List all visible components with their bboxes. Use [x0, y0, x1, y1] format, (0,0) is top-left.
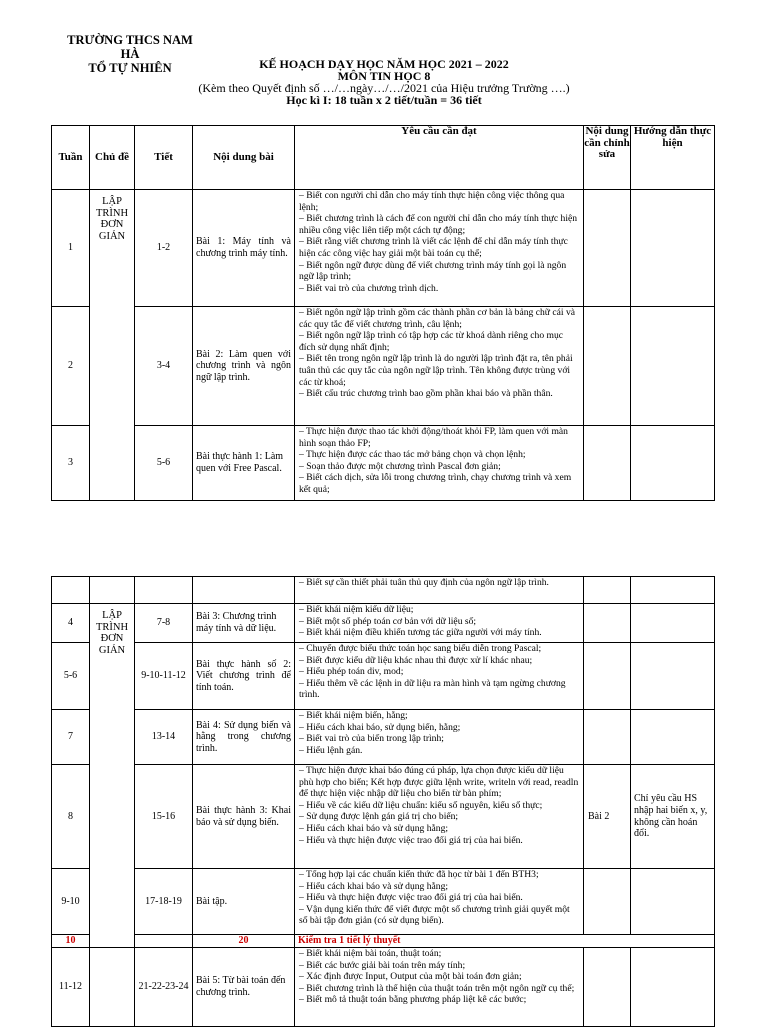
- lesson-cell: Bài tập.: [193, 869, 295, 935]
- table-row: [52, 307, 715, 426]
- col-week: Tuần: [52, 126, 90, 190]
- requirement-item: – Hiểu và thực hiện được việc trao đổi giá trị của hai biến.: [299, 834, 523, 846]
- requirement-item: – Chuyển được biểu thức toán học sang biểu diễn trong Pascal;: [299, 643, 542, 654]
- requirement-item: – Biết một số phép toán cơ bản với dữ liệu số;: [299, 615, 477, 627]
- requirement-item: – Hiểu và thực hiện được việc trao đổi giá trị của hai biến.: [299, 892, 523, 904]
- guide-cell: [631, 948, 715, 1027]
- adjust-cell: [584, 190, 631, 307]
- col-requirement: Yêu cầu cần đạt: [295, 126, 584, 190]
- lesson-cell: Bài 5: Từ bài toán đến chương trình.: [193, 948, 295, 1027]
- requirement-item: – Hiểu cách khai báo, sử dụng biến, hằng;: [299, 721, 461, 733]
- adjust-cell: [584, 577, 631, 604]
- table-row: [52, 643, 715, 710]
- lesson-cell: Bài 2: Làm quen với chương trình và ngôn ngữ lập trình.: [193, 307, 295, 426]
- requirement-item: – Thực hiện được khai báo đúng cú pháp, lựa chọn được kiểu dữ liệu phù hợp cho biến; Kết hợp được giữa lệnh write, writeln với read, readln để thực hiện việc nhập dữ liệu cho biến từ bàn phím;: [299, 765, 579, 800]
- requirement-item: – Biết chương trình là cách để con người chỉ dẫn cho máy tính thực hiện nhiều công việc liên tiếp một cách tự động;: [299, 213, 578, 236]
- period-cell: [135, 577, 193, 604]
- week-cell: 9-10: [52, 869, 90, 935]
- requirement-cell: [295, 426, 584, 501]
- guide-cell: Chỉ yêu cầu HS nhập hai biến x, y, không cần hoán đổi.: [631, 765, 715, 869]
- table-row: [52, 765, 715, 869]
- requirement-cell: [295, 190, 584, 307]
- adjust-cell: [584, 643, 631, 710]
- week-cell: [52, 577, 90, 604]
- lesson-cell: Bài 4: Sử dụng biến và hằng trong chương trình.: [193, 710, 295, 765]
- requirement-item: – Biết cách dịch, sửa lỗi trong chương trình, chạy chương trình và xem kết quả;: [299, 472, 572, 495]
- adjust-cell: [584, 710, 631, 765]
- requirement-item: – Biết tên trong ngôn ngữ lập trình là do người lập trình đặt ra, tên phải tuân thủ các quy tắc của ngôn ngữ lập trình. Tên không được trùng với các từ khoá;: [299, 353, 573, 388]
- requirement-cell: [295, 948, 584, 1027]
- requirement-item: – Biết được kiểu dữ liệu khác nhau thì được xử lí khác nhau;: [299, 654, 533, 666]
- guide-cell: [631, 604, 715, 643]
- requirement-cell: [295, 710, 584, 765]
- requirement-item: – Biết khái niệm bài toán, thuật toán;: [299, 948, 442, 959]
- week-cell: 7: [52, 710, 90, 765]
- table-row: [52, 426, 715, 501]
- table-row: [52, 869, 715, 935]
- requirement-item: – Biết khái niệm điều khiển tương tác giữa người với máy tính.: [299, 627, 542, 639]
- requirement-item: – Biết ngôn ngữ lập trình gồm các thành phần cơ bản là bảng chữ cái và các quy tắc để viết chương trình, câu lệnh;: [299, 307, 576, 330]
- topic-cell: [90, 948, 135, 1027]
- guide-cell: [631, 426, 715, 501]
- requirement-item: – Hiểu lệnh gán.: [299, 744, 363, 756]
- requirement-item: – Vận dụng kiến thức để viết được một số chương trình giải quyết một số bài tập đơn giản (có sử dụng biến).: [299, 903, 570, 927]
- requirement-item: – Biết khái niệm biến, hằng;: [299, 710, 408, 721]
- requirement-item: – Biết vai trò của chương trình dịch.: [299, 282, 439, 294]
- requirement-item: – Biết ngôn ngữ được dùng để viết chương trình máy tính gọi là ngôn ngữ lập trình;: [299, 259, 567, 283]
- period-cell: 15-16: [135, 765, 193, 869]
- table-row: [52, 710, 715, 765]
- test-row: [52, 935, 715, 948]
- lesson-cell: Bài 3: Chương trình máy tính và dữ liệu.: [193, 604, 295, 643]
- topic-cell: [90, 577, 135, 604]
- requirement-cell: [295, 643, 584, 710]
- guide-cell: [631, 869, 715, 935]
- table-row: [52, 604, 715, 643]
- table-row: [52, 190, 715, 307]
- requirement-item: – Hiểu về các kiểu dữ liệu chuẩn: kiểu số nguyên, kiểu số thực;: [299, 799, 543, 811]
- week-cell: 10: [52, 935, 90, 948]
- requirement-cell: [295, 765, 584, 869]
- lesson-cell: Bài 1: Máy tính và chương trình máy tính.: [193, 190, 295, 307]
- guide-cell: [631, 577, 715, 604]
- requirement-item: – Hiểu thêm về các lệnh in dữ liệu ra màn hình và tạm ngừng chương trình.: [299, 677, 566, 701]
- title-block: [0, 58, 768, 106]
- requirement-item: – Xác định được Input, Output của một bài toán đơn giản;: [299, 971, 522, 983]
- period-cell: 21-22-23-24: [135, 948, 193, 1027]
- requirement-item: – Biết mô tả thuật toán bằng phương pháp liệt kê các bước;: [299, 994, 527, 1006]
- requirement-item: – Tổng hợp lại các chuẩn kiến thức đã học từ bài 1 đến BTH3;: [299, 869, 539, 880]
- col-period: Tiết: [135, 126, 193, 190]
- topic-cell: LẬP TRÌNH ĐƠN GIẢN: [90, 604, 135, 948]
- table-row: [52, 948, 715, 1027]
- requirement-item: – Sử dụng được lệnh gán giá trị cho biến;: [299, 811, 459, 823]
- plan-title: KẾ HOẠCH DẠY HỌC NĂM HỌC 2021 – 2022: [259, 57, 509, 71]
- col-topic: Chủ đề: [90, 126, 135, 190]
- requirement-item: – Biết cấu trúc chương trình bao gồm phần khai báo và phần thân.: [299, 388, 553, 400]
- adjust-cell: [584, 604, 631, 643]
- period-cell: 9-10-11-12: [135, 643, 193, 710]
- adjust-cell: [584, 948, 631, 1027]
- topic-cell: LẬP TRÌNH ĐƠN GIẢN: [90, 190, 135, 501]
- week-cell: 5-6: [52, 643, 90, 710]
- table-row: [52, 577, 715, 604]
- requirement-item: – Biết chương trình là thể hiện của thuật toán trên một ngôn ngữ cụ thể;: [299, 982, 575, 994]
- period-cell: 17-18-19: [135, 869, 193, 935]
- period-cell: 7-8: [135, 604, 193, 643]
- adjust-cell: Bài 2: [584, 765, 631, 869]
- topic-cell: [135, 935, 193, 948]
- requirement-item: – Biết sự cần thiết phải tuân thủ quy định của ngôn ngữ lập trình.: [299, 577, 549, 588]
- requirement-item: – Hiểu phép toán div, mod;: [299, 666, 404, 678]
- requirement-item: – Soạn thảo được một chương trình Pascal đơn giản;: [299, 460, 501, 472]
- week-cell: 8: [52, 765, 90, 869]
- requirement-item: – Thực hiện được thao tác khởi động/thoát khỏi FP, làm quen với màn hình soạn thảo FP;: [299, 426, 568, 449]
- week-cell: 1: [52, 190, 90, 307]
- test-label: Kiểm tra 1 tiết lý thuyết: [295, 935, 715, 948]
- lesson-cell: Bài thực hành 3: Khai báo và sử dụng biến.: [193, 765, 295, 869]
- week-cell: 3: [52, 426, 90, 501]
- plan-table-page2: [51, 576, 715, 1027]
- adjust-cell: [584, 307, 631, 426]
- requirement-item: – Biết các bước giải bài toán trên máy tính;: [299, 959, 466, 971]
- lesson-cell: Bài thực hành 1: Làm quen với Free Pascal.: [193, 426, 295, 501]
- period-cell: 13-14: [135, 710, 193, 765]
- decision-note: (Kèm theo Quyết định số …/…ngày…/…/2021 của Hiệu trưởng Trường ….): [198, 81, 570, 95]
- lesson-cell: [193, 577, 295, 604]
- requirement-item: – Biết khái niệm kiểu dữ liệu;: [299, 604, 414, 615]
- period-cell: 5-6: [135, 426, 193, 501]
- week-cell: 11-12: [52, 948, 90, 1027]
- requirement-item: – Biết ngôn ngữ lập trình có tập hợp các từ khoá dành riêng cho mục đích sử dụng nhất định;: [299, 330, 564, 353]
- plan-table-page1: [51, 125, 715, 501]
- subject-title: MÔN TIN HỌC 8: [337, 69, 431, 83]
- guide-cell: [631, 307, 715, 426]
- requirement-cell: [295, 869, 584, 935]
- guide-cell: [631, 710, 715, 765]
- lesson-cell: Bài thực hành số 2: Viết chương trình để tính toán.: [193, 643, 295, 710]
- col-lesson: Nội dung bài: [193, 126, 295, 190]
- guide-cell: [631, 643, 715, 710]
- col-adjust: Nội dung cần chỉnh sửa: [584, 126, 631, 190]
- adjust-cell: [584, 869, 631, 935]
- period-cell: 20: [193, 935, 295, 948]
- period-cell: 1-2: [135, 190, 193, 307]
- requirement-cell: [295, 604, 584, 643]
- semester-line: Học kì I: 18 tuần x 2 tiết/tuần = 36 tiết: [286, 93, 482, 107]
- school-name: TRƯỜNG THCS NAM HÀ: [67, 33, 193, 61]
- requirement-item: – Biết con người chỉ dẫn cho máy tính thực hiện công việc thông qua lệnh;: [299, 190, 565, 213]
- requirement-item: – Thực hiện được các thao tác mở bảng chọn và chọn lệnh;: [299, 449, 526, 461]
- col-guide: Hướng dẫn thực hiện: [631, 126, 715, 190]
- week-cell: 4: [52, 604, 90, 643]
- period-cell: 3-4: [135, 307, 193, 426]
- requirement-cell: [295, 307, 584, 426]
- requirement-item: – Hiểu cách khai báo và sử dụng hằng;: [299, 822, 449, 834]
- requirement-item: – Biết vai trò của biến trong lập trình;: [299, 733, 444, 745]
- table-header-row: [52, 126, 715, 190]
- guide-cell: [631, 190, 715, 307]
- requirement-item: – Hiểu cách khai báo và sử dụng hằng;: [299, 880, 449, 892]
- requirement-item: – Biết rằng viết chương trình là viết các lệnh để chỉ dẫn máy tính thực hiện các công việc hay giải một bài toán cụ thể;: [299, 236, 568, 259]
- week-cell: 2: [52, 307, 90, 426]
- adjust-cell: [584, 426, 631, 501]
- group-name: TỔ TỰ NHIÊN: [88, 61, 172, 75]
- requirement-cell: [295, 577, 584, 604]
